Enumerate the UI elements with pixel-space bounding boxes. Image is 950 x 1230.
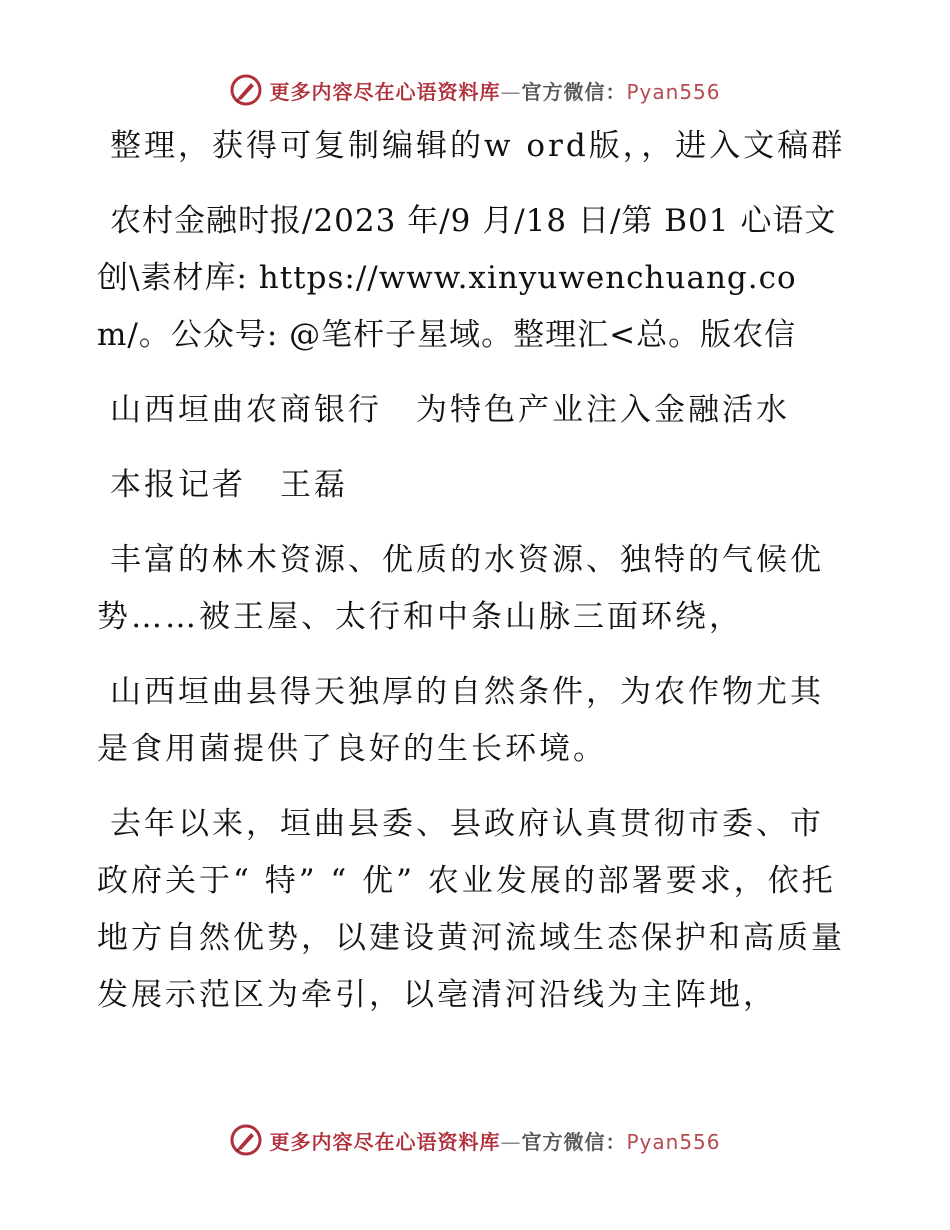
pen-logo-icon (229, 73, 263, 107)
watermark-label: 官方微信： (521, 79, 627, 104)
byline: 本报记者 王磊 (110, 467, 348, 503)
paragraph: 农村金融时报/2023 年/9 月/18 日/第 B01 心语文创\素材库: https://www.xinyuwenchuang.com/。公众号: @笔杆子星域。整理汇<总。版农信 (97, 203, 837, 353)
watermark-header (0, 70, 950, 110)
paragraph: 去年以来，垣曲县委、县政府认真贯彻市委、市政府关于“ 特” “ 优” 农业发展的部署要求，依托地方自然优势，以建设黄河流域生态保护和高质量发展示范区为牵引，以亳清河沿线为主阵地， (97, 806, 845, 1013)
document-body (97, 118, 857, 1042)
watermark-account: Pyan556 (626, 1129, 721, 1154)
paragraph: 整理，获得可复制编辑的w ord版，，进入文稿群 (110, 128, 846, 164)
pen-logo-icon (229, 1123, 263, 1157)
watermark-brand: 更多内容尽在心语资料库 (269, 79, 501, 104)
watermark-footer (0, 1120, 950, 1160)
watermark-label: 官方微信： (521, 1129, 627, 1154)
watermark-dash: — (500, 1129, 522, 1154)
paragraph: 山西垣曲县得天独厚的自然条件，为农作物尤其是食用菌提供了良好的生长环境。 (97, 674, 824, 767)
watermark-brand: 更多内容尽在心语资料库 (269, 1129, 501, 1154)
paragraph: 丰富的林木资源、优质的水资源、独特的气候优势……被王屋、太行和中条山脉三面环绕， (97, 542, 824, 635)
watermark-account: Pyan556 (626, 79, 721, 104)
watermark-dash: — (500, 79, 522, 104)
article-title: 山西垣曲农商银行 为特色产业注入金融活水 (110, 392, 790, 428)
